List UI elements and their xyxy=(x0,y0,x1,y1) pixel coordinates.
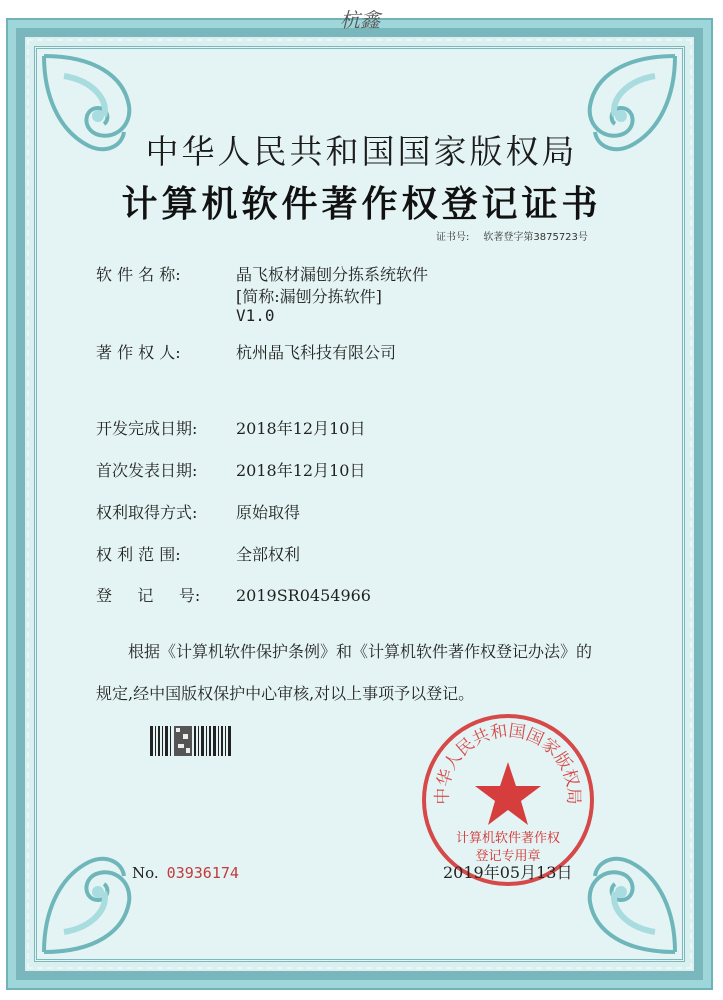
acquire-label: 权利取得方式: xyxy=(96,503,198,522)
dev-date-label: 开发完成日期: xyxy=(96,419,198,438)
serial-number xyxy=(132,864,239,882)
owner-label: 著 作 权 人: xyxy=(96,343,181,362)
cert-no-value: 软著登字第3875723号 xyxy=(483,232,588,243)
serial-value: 03936174 xyxy=(166,864,239,882)
software-name-row xyxy=(96,262,428,285)
certificate-title: 计算机软件著作权登记证书 xyxy=(121,184,602,225)
corner-ornament-icon xyxy=(34,842,184,962)
software-name-value: 晶飞板材漏刨分拣系统软件 xyxy=(236,265,429,284)
certificate-number xyxy=(436,228,602,243)
seal-inner-line-2: 登记专用章 xyxy=(475,849,541,864)
pub-date-value: 2018年12月10日 xyxy=(236,461,366,480)
seal-inner-line-1: 计算机软件著作权 xyxy=(455,831,561,846)
short-name: [简称:漏刨分拣软件] xyxy=(236,287,382,306)
acquire-row xyxy=(96,500,300,523)
cert-no-label: 证书号: xyxy=(436,232,470,243)
registration-row xyxy=(96,583,371,606)
body-text-line-2: 规定,经中国版权保护中心审核,对以上事项予以登记。 xyxy=(96,684,475,703)
owner-row xyxy=(96,340,396,363)
seal-outer-text: 中华人民共和国国家版权局 xyxy=(432,721,584,805)
registration-label: 登 记 号: xyxy=(96,586,201,605)
software-name-label: 软 件 名 称: xyxy=(96,265,181,284)
registration-value: 2019SR0454966 xyxy=(236,586,371,605)
scope-row xyxy=(96,542,300,565)
pub-date-row xyxy=(96,458,365,481)
barcode-icon xyxy=(150,726,234,756)
issuer-title: 中华人民共和国国家版权局 xyxy=(145,132,578,171)
pub-date-label: 首次发表日期: xyxy=(96,461,198,480)
issue-date: 2019年05月13日 xyxy=(443,863,573,882)
version: V1.0 xyxy=(236,306,275,325)
scope-value: 全部权利 xyxy=(236,545,301,564)
handwritten-note: 杭鑫 xyxy=(340,8,380,32)
acquire-value: 原始取得 xyxy=(236,503,301,522)
serial-label: No. xyxy=(132,864,159,882)
scope-label: 权 利 范 围: xyxy=(96,545,181,564)
dev-date-row xyxy=(96,416,365,439)
dev-date-value: 2018年12月10日 xyxy=(236,419,366,438)
body-text-line-1: 根据《计算机软件保护条例》和《计算机软件著作权登记办法》的 xyxy=(128,642,593,661)
owner-value: 杭州晶飞科技有限公司 xyxy=(236,343,397,362)
